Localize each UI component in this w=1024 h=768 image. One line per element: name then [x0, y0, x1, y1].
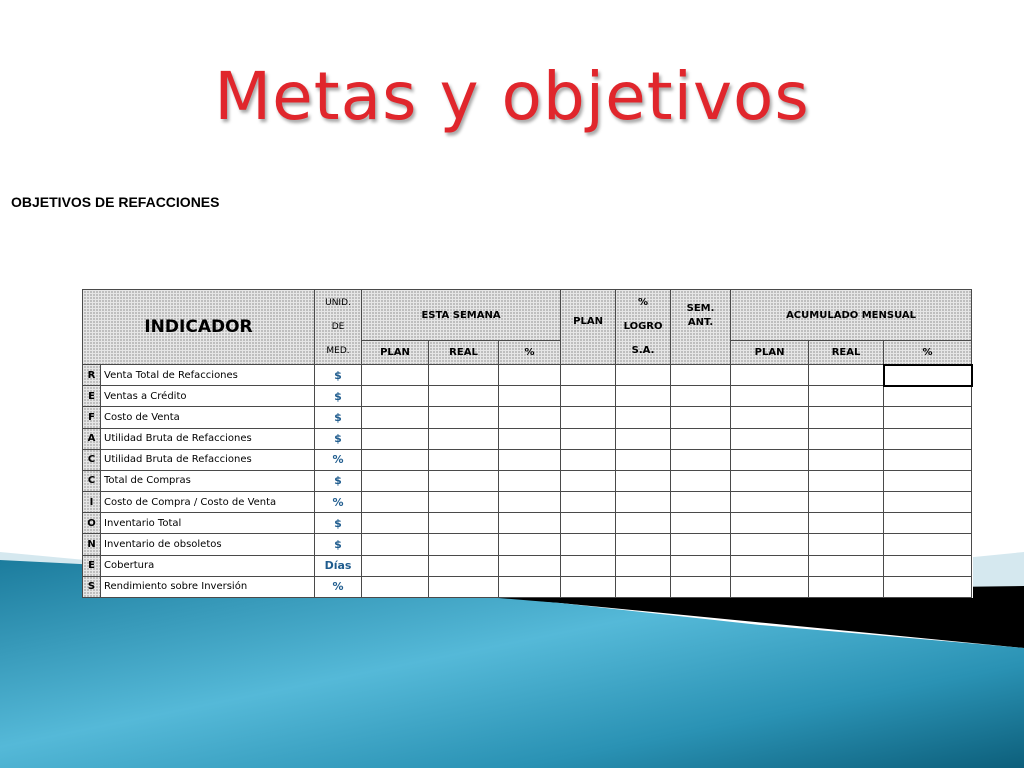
- data-cell[interactable]: [362, 513, 429, 534]
- header-semana-real: REAL: [429, 341, 499, 365]
- indicator-label: Inventario de obsoletos: [101, 534, 315, 555]
- data-cell[interactable]: [809, 407, 884, 428]
- data-cell[interactable]: [561, 407, 616, 428]
- data-cell[interactable]: [616, 386, 671, 407]
- indicator-label: Total de Compras: [101, 470, 315, 491]
- row-letter: C: [83, 449, 101, 470]
- data-cell[interactable]: [499, 407, 561, 428]
- table-row: [83, 386, 972, 407]
- data-cell[interactable]: [499, 470, 561, 491]
- data-cell[interactable]: [731, 576, 809, 597]
- data-cell[interactable]: [499, 513, 561, 534]
- table-row: [83, 449, 972, 470]
- table-row: [83, 555, 972, 576]
- unit-cell: %: [315, 449, 362, 470]
- data-cell[interactable]: [731, 365, 809, 386]
- data-cell[interactable]: [429, 555, 499, 576]
- data-cell[interactable]: [731, 555, 809, 576]
- data-cell[interactable]: [499, 365, 561, 386]
- data-cell[interactable]: [362, 492, 429, 513]
- data-cell[interactable]: [809, 576, 884, 597]
- data-cell[interactable]: [616, 428, 671, 449]
- indicator-label: Ventas a Crédito: [101, 386, 315, 407]
- header-acumulado-mensual: ACUMULADO MENSUAL: [731, 290, 972, 341]
- unit-cell: $: [315, 470, 362, 491]
- data-cell[interactable]: [499, 492, 561, 513]
- data-cell[interactable]: [429, 428, 499, 449]
- data-cell[interactable]: [809, 492, 884, 513]
- indicator-label: Costo de Venta: [101, 407, 315, 428]
- data-cell[interactable]: [616, 534, 671, 555]
- data-cell[interactable]: [362, 470, 429, 491]
- data-cell[interactable]: [809, 534, 884, 555]
- data-cell[interactable]: [671, 534, 731, 555]
- data-cell[interactable]: [561, 513, 616, 534]
- data-cell[interactable]: [561, 449, 616, 470]
- data-cell[interactable]: [731, 407, 809, 428]
- objectives-table: [82, 289, 973, 598]
- data-cell[interactable]: [561, 386, 616, 407]
- table-row: [83, 513, 972, 534]
- row-letter: I: [83, 492, 101, 513]
- data-cell[interactable]: [671, 428, 731, 449]
- header-sem-ant: SEM. ANT.: [671, 290, 731, 365]
- row-letter: A: [83, 428, 101, 449]
- data-cell[interactable]: [884, 449, 972, 470]
- data-cell[interactable]: [429, 513, 499, 534]
- data-cell[interactable]: [561, 470, 616, 491]
- data-cell[interactable]: [429, 407, 499, 428]
- row-letter: E: [83, 386, 101, 407]
- data-cell[interactable]: [671, 449, 731, 470]
- data-cell[interactable]: [809, 470, 884, 491]
- data-cell[interactable]: [671, 386, 731, 407]
- data-cell[interactable]: [809, 365, 884, 386]
- data-cell[interactable]: [616, 576, 671, 597]
- data-cell[interactable]: [731, 470, 809, 491]
- unit-cell: %: [315, 576, 362, 597]
- table-row: [83, 576, 972, 597]
- data-cell[interactable]: [499, 449, 561, 470]
- header-esta-semana: ESTA SEMANA: [362, 290, 561, 341]
- data-cell[interactable]: [561, 555, 616, 576]
- data-cell[interactable]: [731, 449, 809, 470]
- data-cell[interactable]: [884, 513, 972, 534]
- data-cell[interactable]: [884, 555, 972, 576]
- data-cell[interactable]: [561, 576, 616, 597]
- data-cell[interactable]: [809, 555, 884, 576]
- header-semana-pct: %: [499, 341, 561, 365]
- indicator-label: Inventario Total: [101, 513, 315, 534]
- data-cell[interactable]: [616, 513, 671, 534]
- data-cell[interactable]: [429, 576, 499, 597]
- data-cell[interactable]: [884, 407, 972, 428]
- unit-cell: $: [315, 428, 362, 449]
- data-cell[interactable]: [809, 513, 884, 534]
- selected-cell[interactable]: [884, 365, 972, 386]
- data-cell[interactable]: [429, 365, 499, 386]
- data-cell[interactable]: [499, 555, 561, 576]
- indicator-label: Costo de Compra / Costo de Venta: [101, 492, 315, 513]
- unit-cell: $: [315, 386, 362, 407]
- table-row: [83, 492, 972, 513]
- indicator-label: Utilidad Bruta de Refacciones: [101, 428, 315, 449]
- data-cell[interactable]: [671, 555, 731, 576]
- data-cell[interactable]: [561, 534, 616, 555]
- header-acum-plan: PLAN: [731, 341, 809, 365]
- data-cell[interactable]: [429, 386, 499, 407]
- data-cell[interactable]: [809, 449, 884, 470]
- page-title: Metas y objetivos: [214, 58, 810, 135]
- data-cell[interactable]: [809, 386, 884, 407]
- table-row: [83, 470, 972, 491]
- data-cell[interactable]: [561, 428, 616, 449]
- row-letter: O: [83, 513, 101, 534]
- data-cell[interactable]: [884, 576, 972, 597]
- table-row: [83, 428, 972, 449]
- data-cell[interactable]: [362, 555, 429, 576]
- data-cell[interactable]: [884, 386, 972, 407]
- data-cell[interactable]: [499, 576, 561, 597]
- data-cell[interactable]: [616, 470, 671, 491]
- data-cell[interactable]: [362, 534, 429, 555]
- data-cell[interactable]: [616, 555, 671, 576]
- data-cell[interactable]: [362, 428, 429, 449]
- data-cell[interactable]: [362, 365, 429, 386]
- header-acum-real: REAL: [809, 341, 884, 365]
- data-cell[interactable]: [731, 513, 809, 534]
- data-cell[interactable]: [499, 428, 561, 449]
- data-cell[interactable]: [884, 470, 972, 491]
- data-cell[interactable]: [561, 492, 616, 513]
- data-cell[interactable]: [671, 513, 731, 534]
- header-unid-de-med: UNID. DE MED.: [315, 290, 362, 365]
- data-cell[interactable]: [671, 470, 731, 491]
- table-row: [83, 365, 972, 386]
- data-cell[interactable]: [429, 534, 499, 555]
- data-cell[interactable]: [362, 407, 429, 428]
- section-subtitle: OBJETIVOS DE REFACCIONES: [11, 194, 220, 210]
- indicator-label: Cobertura: [101, 555, 315, 576]
- data-cell[interactable]: [671, 492, 731, 513]
- unit-cell: $: [315, 534, 362, 555]
- unit-cell: $: [315, 407, 362, 428]
- row-letter: R: [83, 365, 101, 386]
- data-cell[interactable]: [731, 534, 809, 555]
- data-cell[interactable]: [362, 386, 429, 407]
- data-cell[interactable]: [731, 492, 809, 513]
- data-cell[interactable]: [362, 576, 429, 597]
- row-letter: N: [83, 534, 101, 555]
- row-letter: F: [83, 407, 101, 428]
- indicator-label: Rendimiento sobre Inversión: [101, 576, 315, 597]
- data-cell[interactable]: [731, 428, 809, 449]
- data-cell[interactable]: [429, 492, 499, 513]
- data-cell[interactable]: [809, 428, 884, 449]
- header-pct-logro: % LOGRO S.A.: [616, 290, 671, 365]
- unit-cell: Días: [315, 555, 362, 576]
- data-cell[interactable]: [499, 386, 561, 407]
- data-cell[interactable]: [884, 428, 972, 449]
- data-cell[interactable]: [616, 492, 671, 513]
- data-cell[interactable]: [616, 449, 671, 470]
- header-acum-pct: %: [884, 341, 972, 365]
- data-cell[interactable]: [671, 576, 731, 597]
- row-letter: S: [83, 576, 101, 597]
- table-row: [83, 534, 972, 555]
- data-cell[interactable]: [429, 449, 499, 470]
- data-cell[interactable]: [616, 365, 671, 386]
- data-cell[interactable]: [671, 407, 731, 428]
- data-cell[interactable]: [731, 386, 809, 407]
- header-semana-plan: PLAN: [362, 341, 429, 365]
- data-cell[interactable]: [429, 470, 499, 491]
- data-cell[interactable]: [499, 534, 561, 555]
- data-cell[interactable]: [884, 534, 972, 555]
- header-plan: PLAN: [561, 290, 616, 365]
- unit-cell: %: [315, 492, 362, 513]
- unit-cell: $: [315, 513, 362, 534]
- table-row: [83, 407, 972, 428]
- data-cell[interactable]: [362, 449, 429, 470]
- data-cell[interactable]: [616, 407, 671, 428]
- data-cell[interactable]: [671, 365, 731, 386]
- data-cell[interactable]: [561, 365, 616, 386]
- indicator-label: Venta Total de Refacciones: [101, 365, 315, 386]
- data-cell[interactable]: [884, 492, 972, 513]
- row-letter: C: [83, 470, 101, 491]
- unit-cell: $: [315, 365, 362, 386]
- header-indicador: INDICADOR: [83, 290, 315, 365]
- row-letter: E: [83, 555, 101, 576]
- indicator-label: Utilidad Bruta de Refacciones: [101, 449, 315, 470]
